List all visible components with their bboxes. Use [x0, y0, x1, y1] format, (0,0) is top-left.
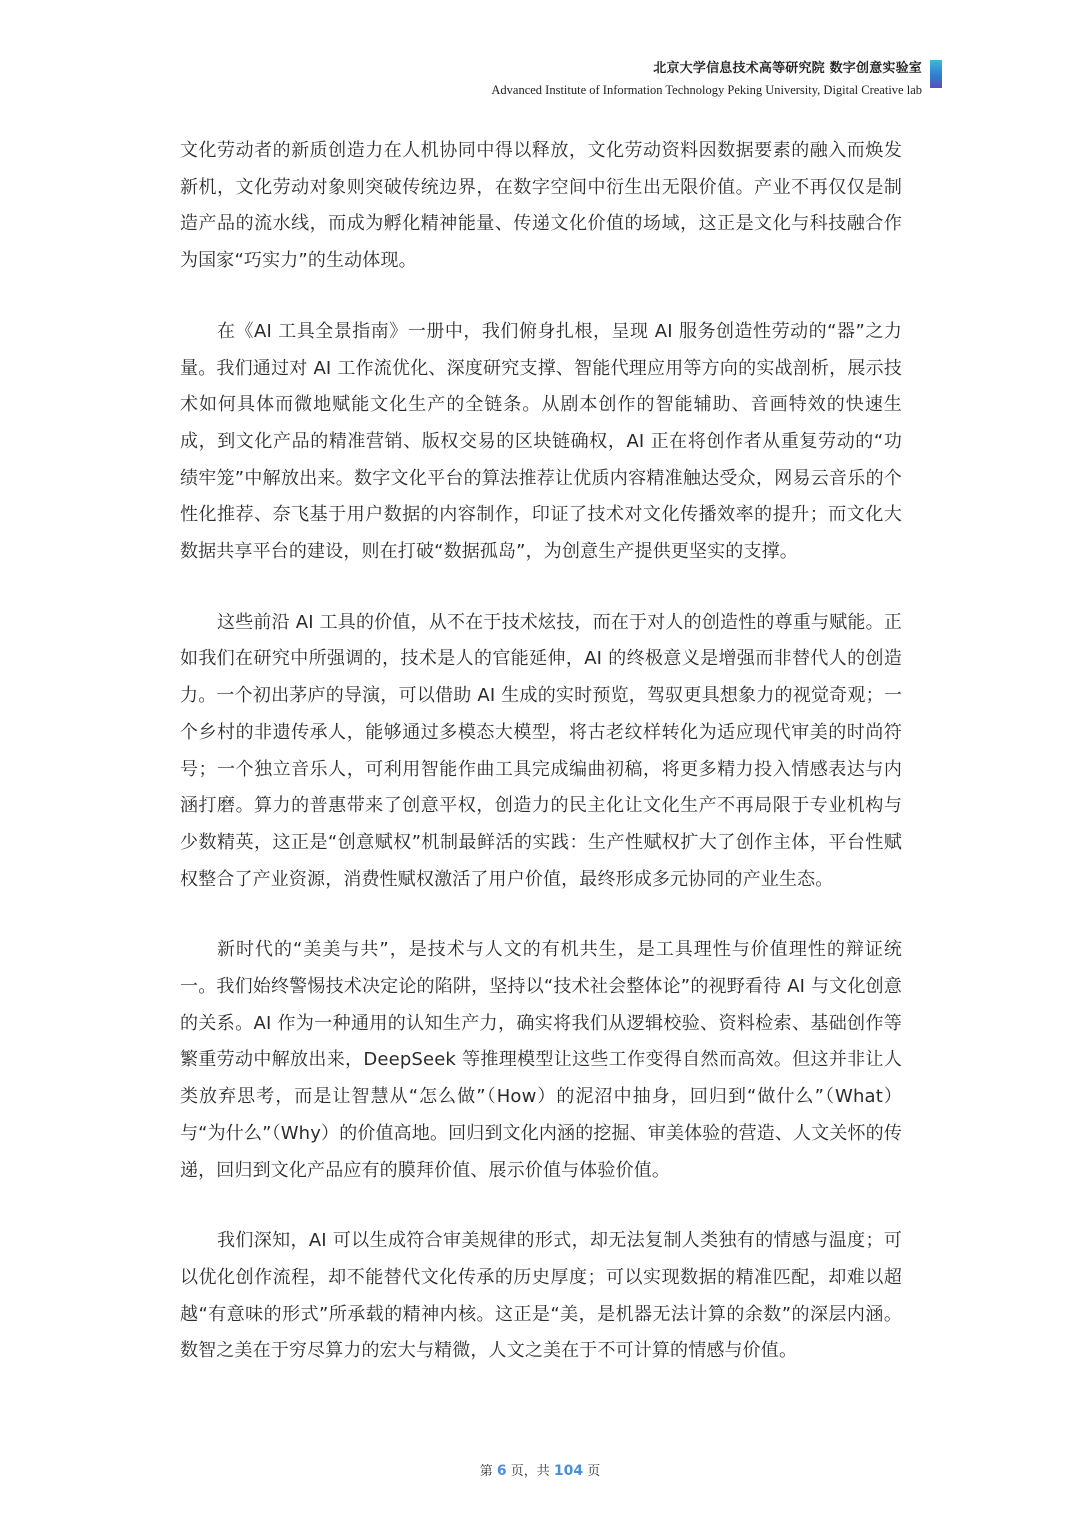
- institution-name-cn: 北京大学信息技术高等研究院 数字创意实验室: [653, 61, 922, 76]
- document-body: [180, 133, 902, 1404]
- footer-middle: 页，共: [506, 1464, 554, 1479]
- total-page-count: 104: [553, 1463, 584, 1479]
- header-accent-bar: [930, 60, 942, 88]
- paragraph-5: 我们深知，AI 可以生成符合审美规律的形式，却无法复制人类独有的情感与温度；可以优化创作流程，却不能替代文化传承的历史厚度；可以实现数据的精准匹配，却难以超越“有意味的形式”所承载的精神内核。这正是“美，是机器无法计算的余数”的深层内涵。数智之美在于穷尽算力的宏大与精微，人文之美在于不可计算的情感与价值。: [180, 1230, 902, 1362]
- current-page-number: 6: [496, 1463, 507, 1479]
- footer-prefix: 第: [479, 1464, 497, 1479]
- footer-suffix: 页: [583, 1464, 601, 1479]
- paragraph-3: 这些前沿 AI 工具的价值，从不在于技术炫技，而在于对人的创造性的尊重与赋能。正如我们在研究中所强调的，技术是人的官能延伸，AI 的终极意义是增强而非替代人的创造力。一个初出茅庐的导演，可以借助 AI 生成的实时预览，驾驭更具想象力的视觉奇观；一个乡村的非遗传承人，能够通过多模态大模型，将古老纹样转化为适应现代审美的时尚符号；一个独立音乐人，可利用智能作曲工具完成编曲初稿，将更多精力投入情感表达与内涵打磨。算力的普惠带来了创意平权，创造力的民主化让文化生产不再局限于专业机构与少数精英，这正是“创意赋权”机制最鲜活的实践：生产性赋权扩大了创作主体，平台性赋权整合了产业资源，消费性赋权激活了用户价值，最终形成多元协同的产业生态。: [180, 611, 902, 890]
- institution-name-en: Advanced Institute of Information Technology Peking University, Digital Creative lab: [491, 83, 922, 97]
- page-footer: [0, 1460, 1080, 1479]
- paragraph-1: 文化劳动者的新质创造力在人机协同中得以释放，文化劳动资料因数据要素的融入而焕发新机，文化劳动对象则突破传统边界，在数字空间中衍生出无限价值。产业不再仅仅是制造产品的流水线，而成为孵化精神能量、传递文化价值的场域，这正是文化与科技融合作为国家“巧实力”的生动体现。: [180, 140, 902, 272]
- paragraph-4: 新时代的“美美与共”，是技术与人文的有机共生，是工具理性与价值理性的辩证统一。我们始终警惕技术决定论的陷阱，坚持以“技术社会整体论”的视野看待 AI 与文化创意的关系。AI 作为一种通用的认知生产力，确实将我们从逻辑校验、资料检索、基础创作等繁重劳动中解放出来，DeepSeek 等推理模型让这些工作变得自然而高效。但这并非让人类放弃思考，而是让智慧从“怎么做”（How）的泥沼中抽身，回归到“做什么”（What）与“为什么”（Why）的价值高地。回归到文化内涵的挖掘、审美体验的营造、人文关怀的传递，回归到文化产品应有的膜拜价值、展示价值与体验价值。: [180, 939, 902, 1181]
- page-header: [491, 60, 922, 99]
- paragraph-2: 在《AI 工具全景指南》一册中，我们俯身扎根，呈现 AI 服务创造性劳动的“器”之力量。我们通过对 AI 工作流优化、深度研究支撑、智能代理应用等方向的实战剖析，展示技术如何具体而微地赋能文化生产的全链条。从剧本创作的智能辅助、音画特效的快速生成，到文化产品的精准营销、版权交易的区块链确权，AI 正在将创作者从重复劳动的“功绩牢笼”中解放出来。数字文化平台的算法推荐让优质内容精准触达受众，网易云音乐的个性化推荐、奈飞基于用户数据的内容制作，印证了技术对文化传播效率的提升；而文化大数据共享平台的建设，则在打破“数据孤岛”，为创意生产提供更坚实的支撑。: [180, 320, 902, 563]
